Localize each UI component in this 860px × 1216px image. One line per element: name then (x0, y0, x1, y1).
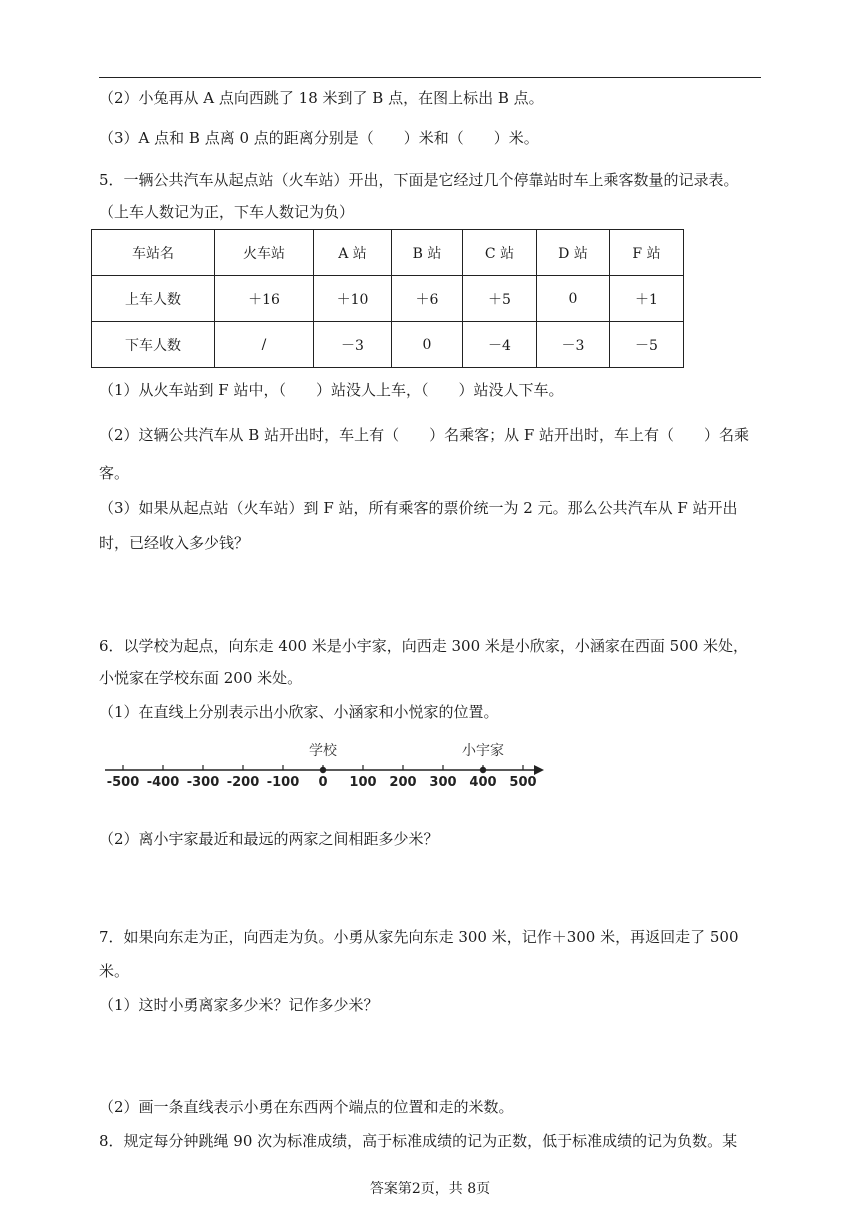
table-cell: ＋1 (610, 276, 684, 322)
table-cell: / (215, 322, 314, 368)
q7-stem: 7．如果向东走为正，向西走为负。小勇从家先向东走 300 米，记作＋300 米，再返回走了 500 (99, 928, 739, 946)
q7-stem-cont: 米。 (99, 962, 130, 980)
q6-stem-cont: 小悦家在学校东面 200 米处。 (99, 669, 303, 687)
table-cell: －4 (463, 322, 537, 368)
q5-part3-cont: 时，已经收入多少钱？ (99, 534, 250, 552)
table-cell: ＋10 (314, 276, 392, 322)
header-rule (99, 77, 761, 78)
number-line-tick-label: 0 (318, 775, 328, 790)
q6-part2: （2）离小宇家最近和最远的两家之间相距多少米？ (99, 830, 439, 848)
table-cell: A 站 (314, 230, 392, 276)
number-line (100, 735, 550, 797)
q7-part2: （2）画一条直线表示小勇在东西两个端点的位置和走的米数。 (99, 1098, 514, 1116)
xiaoyu-home-label: 小宇家 (462, 743, 504, 759)
table-cell: C 站 (463, 230, 537, 276)
table-cell: 车站名 (92, 230, 215, 276)
school-label: 学校 (309, 743, 337, 759)
q5-stem-note: （上车人数记为正，下车人数记为负） (99, 203, 355, 221)
table-cell: B 站 (392, 230, 463, 276)
table-cell: －3 (314, 322, 392, 368)
table-cell: －5 (610, 322, 684, 368)
bus-passenger-table (91, 229, 684, 368)
number-line-tick-label: -400 (146, 775, 180, 790)
number-line-tick-label: 100 (349, 775, 377, 790)
table-cell: ＋6 (392, 276, 463, 322)
table-cell: ＋5 (463, 276, 537, 322)
number-line-tick-label: -200 (226, 775, 260, 790)
table-cell: 0 (537, 276, 610, 322)
table-cell: 下车人数 (92, 322, 215, 368)
number-line-tick-label: -300 (186, 775, 220, 790)
q5-part2: （2）这辆公共汽车从 B 站开出时，车上有（ ）名乘客；从 F 站开出时，车上有（ ）名乘 (99, 426, 750, 444)
q6-stem: 6．以学校为起点，向东走 400 米是小宇家，向西走 300 米是小欣家，小涵家在西面 500 米处， (99, 637, 749, 655)
table-cell: D 站 (537, 230, 610, 276)
school-point (320, 767, 326, 773)
number-line-tick-label: 500 (509, 775, 537, 790)
table-cell: 上车人数 (92, 276, 215, 322)
xiaoyu-home-point (480, 767, 486, 773)
q7-part1: （1）这时小勇离家多少米？记作多少米？ (99, 996, 379, 1014)
q5-stem: 5．一辆公共汽车从起点站（火车站）开出，下面是它经过几个停靠站时车上乘客数量的记录表。 (99, 171, 739, 189)
q5-part2-cont: 客。 (99, 464, 130, 482)
q5-part3: （3）如果从起点站（火车站）到 F 站，所有乘客的票价统一为 2 元。那么公共汽车从 F 站开出 (99, 499, 738, 517)
table-cell: 火车站 (215, 230, 314, 276)
q6-part1: （1）在直线上分别表示出小欣家、小涵家和小悦家的位置。 (99, 703, 499, 721)
number-line-tick-label: -100 (266, 775, 300, 790)
q4-part2: （2）小兔再从 A 点向西跳了 18 米到了 B 点，在图上标出 B 点。 (99, 89, 544, 107)
number-line-tick-label: 400 (469, 775, 497, 790)
number-line-arrow (534, 765, 544, 775)
table-header-row (92, 230, 684, 276)
table-cell: ＋16 (215, 276, 314, 322)
table-cell: －3 (537, 322, 610, 368)
number-line-tick-label: 200 (389, 775, 417, 790)
q8-stem: 8．规定每分钟跳绳 90 次为标准成绩，高于标准成绩的记为正数，低于标准成绩的记为负数。某 (99, 1132, 738, 1150)
page-footer: 答案第2页，共 8页 (369, 1181, 491, 1197)
q5-part1: （1）从火车站到 F 站中，（ ）站没人上车，（ ）站没人下车。 (99, 381, 564, 399)
table-row (92, 276, 684, 322)
q4-part3: （3）A 点和 B 点离 0 点的距离分别是（ ）米和（ ）米。 (99, 129, 539, 147)
table-cell: F 站 (610, 230, 684, 276)
number-line-tick-label: 300 (429, 775, 457, 790)
table-row (92, 322, 684, 368)
number-line-tick-label: -500 (106, 775, 140, 790)
table-cell: 0 (392, 322, 463, 368)
